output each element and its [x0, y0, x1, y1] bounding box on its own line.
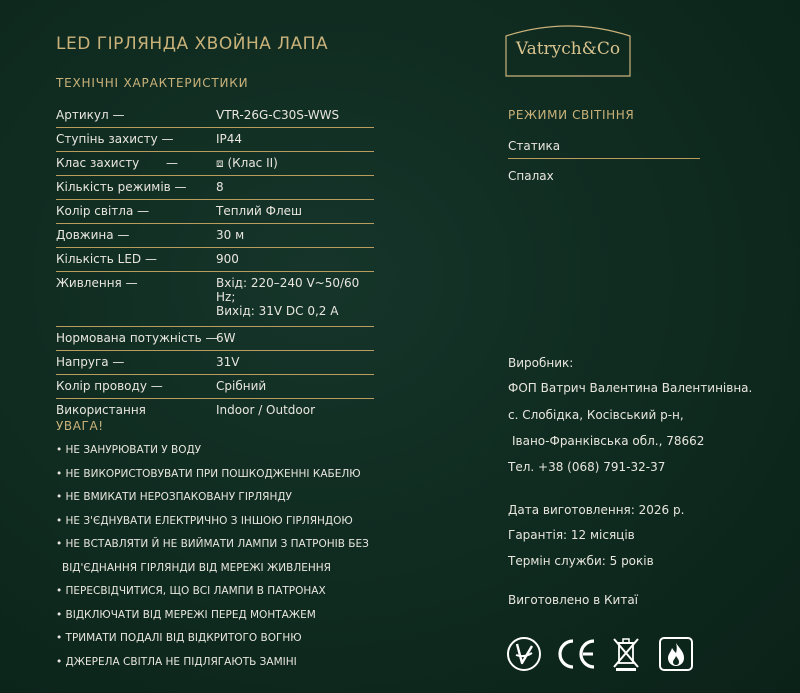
ukrsepro-icon — [506, 636, 542, 672]
spec-label: Колір світла — — [56, 204, 150, 218]
spec-row-modes-count — [56, 176, 374, 200]
warning-item: • ПЕРЕСВІДЧИТИСЯ, ЩО ВСІ ЛАМПИ В ПАТРОНАХ — [56, 585, 326, 597]
spec-label: Ступінь захисту — — [56, 132, 174, 146]
warning-item: • НЕ З'ЄДНУВАТИ ЕЛЕКТРИЧНО З ІНШОЮ ГІРЛЯНДОЮ — [56, 514, 353, 527]
made-in: Виготовлено в Китаї — [508, 593, 639, 607]
brand-logo — [504, 22, 632, 78]
spec-value: ⧈ (Клас II) — [216, 156, 278, 170]
warning-item: • ТРИМАТИ ПОДАЛІ ВІД ВІДКРИТОГО ВОГНЮ — [56, 632, 302, 644]
spec-value: Indoor / Outdoor — [216, 403, 316, 417]
spec-value: IP44 — [216, 132, 243, 146]
spec-row-length — [56, 224, 374, 248]
manufacturer-name: ФОП Ватрич Валентина Валентинівна. — [508, 381, 753, 395]
spec-row-class — [56, 152, 374, 176]
warning-heading: УВАГА! — [56, 419, 104, 433]
spec-label: Нормована потужність — — [56, 331, 218, 345]
spec-row-led-count — [56, 248, 374, 272]
warning-item: • НЕ ЗАНУРЮВАТИ У ВОДУ — [56, 444, 202, 456]
manufacturer-address-1: с. Слобідка, Косівський р-н, — [508, 408, 684, 422]
production-date: Дата виготовлення: 2026 р. — [508, 503, 685, 517]
warning-item: ВІД'ЄДНАННЯ ГІРЛЯНДИ ВІД МЕРЕЖІ ЖИВЛЕННЯ — [62, 561, 331, 574]
power-output: Вихід: 31V DC 0,2 A — [216, 304, 339, 318]
specs-heading: ТЕХНІЧНІ ХАРАКТЕРИСТИКИ — [56, 76, 249, 90]
spec-label: Живлення — — [56, 276, 138, 290]
manufacturer-label: Виробник: — [508, 356, 574, 370]
service-life: Термін служби: 5 років — [508, 554, 654, 568]
manufacturer-address-2: Івано-Франківська обл., 78662 — [512, 434, 705, 448]
mode-item-static: Статика — [508, 139, 561, 153]
spec-value: 900 — [216, 252, 239, 266]
mode-item-flash: Спалах — [508, 169, 554, 183]
spec-value: 30 м — [216, 228, 245, 242]
spec-label: Кількість LED — — [56, 252, 157, 266]
spec-value — [216, 276, 374, 318]
warning-list — [56, 444, 396, 679]
spec-value: 6W — [216, 331, 236, 345]
warning-item: • НЕ ВСТАВЛЯТИ Й НЕ ВИЙМАТИ ЛАМПИ З ПАТРОНІВ БЕЗ — [56, 538, 369, 550]
warranty: Гарантія: 12 місяців — [508, 528, 635, 542]
spec-label: Клас захисту — — [56, 156, 178, 170]
fire-safety-icon — [658, 636, 694, 672]
spec-row-article — [56, 104, 374, 128]
warning-item: • НЕ ВМИКАТИ НЕРОЗПАКОВАНУ ГІРЛЯНДУ — [56, 491, 292, 503]
warning-item: • ДЖЕРЕЛА СВІТЛА НЕ ПІДЛЯГАЮТЬ ЗАМІНІ — [56, 655, 297, 668]
spec-value: 8 — [216, 180, 224, 194]
manufacturer-phone: Тел. +38 (068) 791-32-37 — [508, 460, 666, 474]
logo-text: Vatrych&Co — [515, 39, 621, 59]
spec-row-wire-color — [56, 375, 374, 399]
ce-icon — [554, 636, 598, 672]
spec-label: Використання — [56, 403, 146, 417]
power-input: Вхід: 220–240 V~50/60 Hz; — [216, 276, 360, 304]
weee-crossed-bin-icon — [610, 636, 642, 672]
spec-value: Теплий Флеш — [216, 204, 303, 218]
spec-row-protection — [56, 128, 374, 152]
spec-value: 31V — [216, 355, 240, 369]
modes-divider — [508, 158, 700, 159]
warning-item: • ВІДКЛЮЧАТИ ВІД МЕРЕЖІ ПЕРЕД МОНТАЖЕМ — [56, 608, 316, 621]
specs-table — [56, 104, 374, 422]
spec-label: Довжина — — [56, 228, 130, 242]
spec-label: Кількість режимів — — [56, 180, 187, 194]
page-title: LED ГІРЛЯНДА ХВОЙНА ЛАПА — [56, 34, 329, 54]
spec-value: VTR-26G-C30S-WWS — [216, 108, 340, 122]
spec-row-power-supply — [56, 272, 374, 327]
spec-label: Артикул — — [56, 108, 125, 122]
spec-row-voltage — [56, 351, 374, 375]
warning-item: • НЕ ВИКОРИСТОВУВАТИ ПРИ ПОШКОДЖЕННІ КАБЕЛЮ — [56, 467, 361, 480]
spec-row-rated-power — [56, 327, 374, 351]
spec-label: Колір проводу — — [56, 379, 163, 393]
spec-value: Срібний — [216, 379, 267, 393]
modes-heading: РЕЖИМИ СВІТІННЯ — [508, 108, 635, 122]
spec-row-light-color — [56, 200, 374, 224]
spec-label: Напруга — — [56, 355, 125, 369]
